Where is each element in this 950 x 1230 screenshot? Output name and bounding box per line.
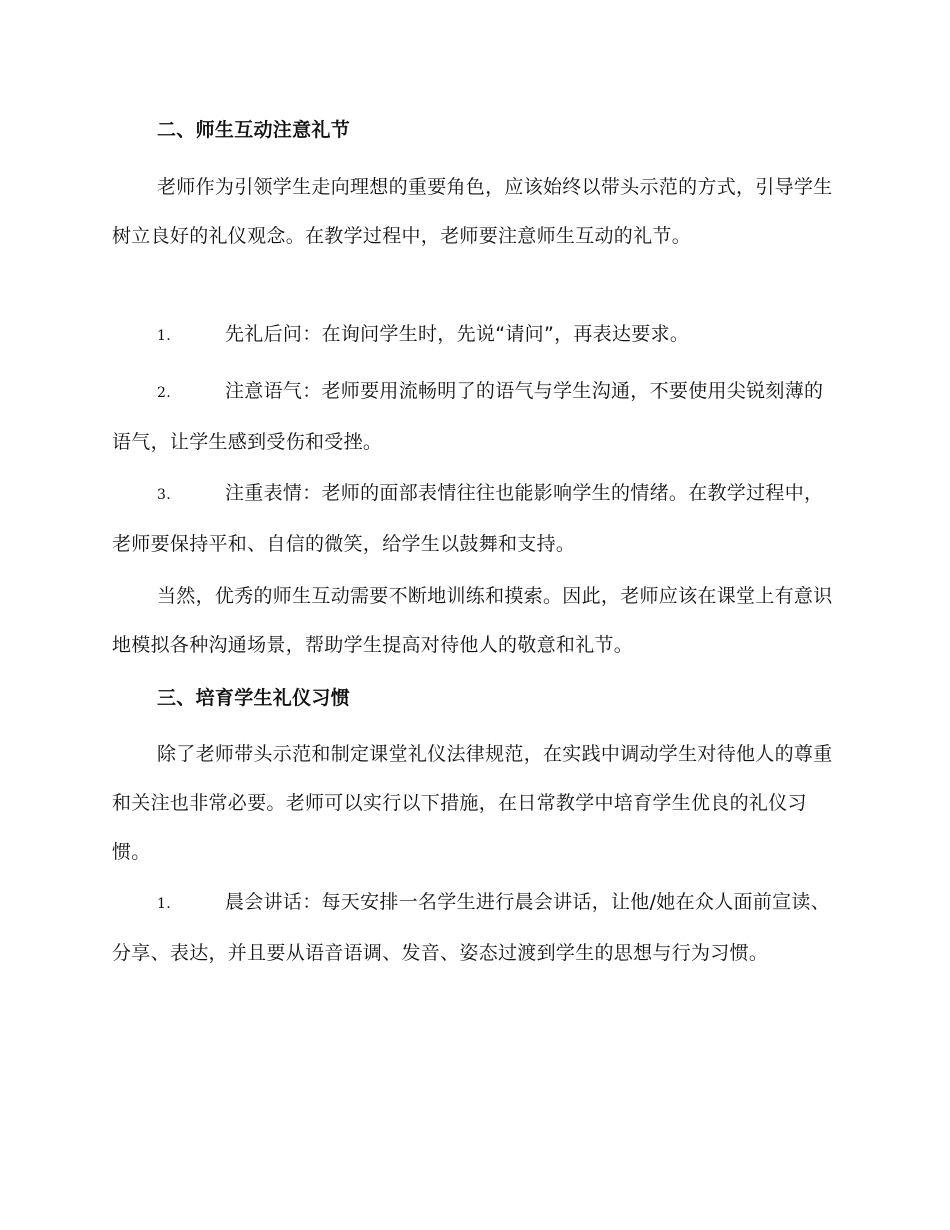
list-item-number: 1. [157, 328, 171, 344]
section-2-intro: 老师作为引领学生走向理想的重要角色，应该始终以带头示范的方式，引导学生树立良好的礼仪观念。在教学过程中，老师要注意师生互动的礼节。 [112, 176, 833, 247]
section-2-heading: 二、师生互动注意礼节 [157, 119, 351, 141]
list-item-text: 晨会讲话：每天安排一名学生进行晨会讲话，让他/她在众人面前宣读、分享、表达，并且要从语音语调、发音、姿态过渡到学生的思想与行为习惯。 [112, 891, 831, 964]
section-2-closing: 当然，优秀的师生互动需要不断地训练和摸索。因此，老师应该在课堂上有意识地模拟各种沟通场景，帮助学生提高对待他人的敬意和礼节。 [112, 585, 833, 656]
list-item-number: 2. [157, 385, 171, 401]
list-item [112, 310, 838, 361]
list-item [112, 367, 838, 467]
section-3-intro: 除了老师带头示范和制定课堂礼仪法律规范，在实践中调动学生对待他人的尊重和关注也非常必要。老师可以实行以下措施，在日常教学中培育学生优良的礼仪习惯。 [112, 743, 833, 863]
section-3-heading: 三、培育学生礼仪习惯 [157, 687, 351, 709]
list-item [112, 469, 838, 569]
list-item [112, 878, 838, 978]
list-item-text: 注意语气：老师要用流畅明了的语气与学生沟通，不要使用尖锐刻薄的语气，让学生感到受伤和受挫。 [112, 380, 824, 453]
list-item-number: 1. [157, 896, 171, 912]
list-item-number: 3. [157, 487, 171, 503]
list-item-text: 先礼后问：在询问学生时，先说“请问”，再表达要求。 [225, 323, 690, 345]
list-item-text: 注重表情：老师的面部表情往往也能影响学生的情绪。在教学过程中，老师要保持平和、自信的微笑，给学生以鼓舞和支持。 [112, 482, 824, 555]
